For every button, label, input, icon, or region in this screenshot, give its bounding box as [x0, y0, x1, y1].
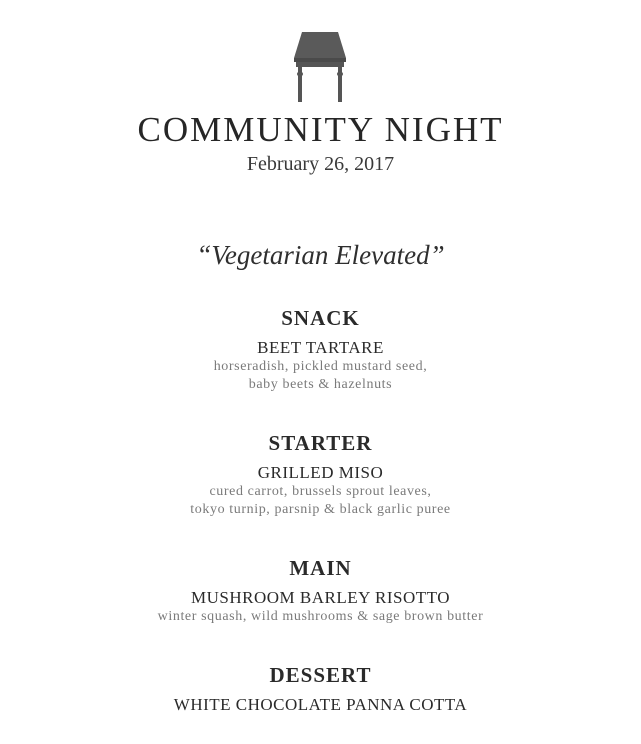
table-icon [292, 32, 348, 102]
dish-description-line: cured carrot, brussels sprout leaves, [209, 484, 432, 499]
course-snack [0, 305, 641, 394]
dish-description-line: baby beets & hazelnuts [248, 377, 393, 392]
event-date: February 26, 2017 [246, 153, 395, 175]
dish-name: MUSHROOM BARLEY RISOTTO [191, 588, 450, 607]
course-starter [0, 430, 641, 519]
course-name: MAIN [289, 556, 352, 580]
course-main [0, 555, 641, 626]
dish-name: WHITE CHOCOLATE PANNA COTTA [173, 695, 468, 714]
course-dessert [0, 662, 641, 715]
dish-description-line: winter squash, wild mushrooms & sage brown butter [157, 609, 484, 624]
course-name: STARTER [268, 431, 373, 455]
menu-theme: “Vegetarian Elevated” [196, 240, 445, 270]
page-title: COMMUNITY NIGHT [137, 110, 504, 149]
dish-name: GRILLED MISO [257, 463, 384, 482]
course-name: DESSERT [269, 663, 372, 687]
dish-description-line: horseradish, pickled mustard seed, [213, 359, 428, 374]
dish-name: BEET TARTARE [257, 338, 384, 357]
dish-description-line: tokyo turnip, parsnip & black garlic puree [190, 502, 451, 517]
course-name: SNACK [281, 306, 360, 330]
